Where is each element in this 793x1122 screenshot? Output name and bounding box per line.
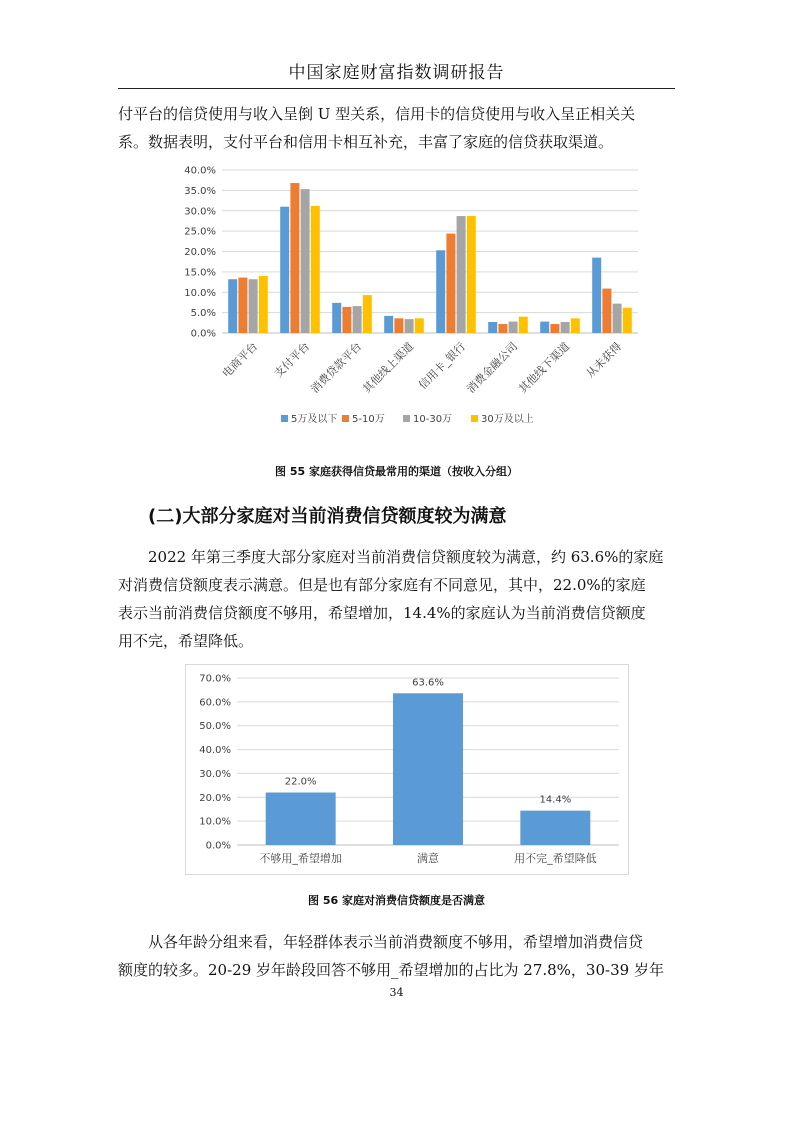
- legend-swatch: [471, 415, 478, 422]
- bar: [393, 693, 463, 845]
- bar-3: [405, 319, 414, 333]
- bar-1: [384, 316, 393, 333]
- bar-3: [561, 322, 570, 333]
- bar-2: [394, 318, 403, 333]
- paragraph-2-line-4: 用不完，希望降低。: [118, 632, 254, 650]
- bar-3: [301, 189, 310, 333]
- y-tick-label: 30.0%: [184, 206, 216, 218]
- bar: [520, 811, 590, 845]
- bar-4: [311, 206, 320, 333]
- bar-3: [249, 279, 258, 333]
- paragraph-3-line-1: 从各年龄分组来看，年轻群体表示当前消费额度不够用，希望增加消费信贷: [148, 933, 644, 951]
- x-tick-label: 用不完_希望降低: [514, 852, 597, 865]
- bar-1: [540, 322, 549, 333]
- bar-3: [509, 322, 518, 333]
- y-tick-label: 30.0%: [199, 768, 231, 780]
- y-tick-label: 40.0%: [184, 165, 216, 177]
- intro-line-2: 系。数据表明，支付平台和信用卡相互补充，丰富了家庭的信贷获取渠道。: [118, 133, 614, 151]
- bar-1: [280, 207, 289, 333]
- section-heading: (二)大部分家庭对当前消费信贷额度较为满意: [148, 506, 507, 527]
- x-tick-label: 支付平台: [271, 339, 313, 381]
- data-label: 63.6%: [412, 677, 444, 689]
- figure-56-caption: 图 56 家庭对消费信贷额度是否满意: [308, 894, 485, 907]
- y-tick-label: 70.0%: [199, 673, 231, 685]
- bar-3: [613, 304, 622, 333]
- paragraph-2-line-1: 2022 年第三季度大部分家庭对当前消费信贷额度较为满意，约 63.6%的家庭: [148, 548, 664, 566]
- x-tick-label: 其他线下渠道: [516, 339, 573, 396]
- bar-2: [602, 289, 611, 333]
- bar-4: [623, 308, 632, 333]
- header-rule: [118, 88, 675, 89]
- y-tick-label: 25.0%: [184, 226, 216, 238]
- data-label: 22.0%: [284, 776, 317, 788]
- paragraph-3-line-2: 额度的较多。20-29 岁年龄段回答不够用_希望增加的占比为 27.8%，30-39 岁年: [118, 961, 664, 979]
- bar-4: [467, 216, 476, 333]
- bar-3: [353, 306, 362, 333]
- x-tick-label: 消费金融公司: [464, 339, 521, 396]
- y-tick-label: 15.0%: [184, 267, 216, 279]
- x-tick-label: 不够用_希望增加: [259, 852, 342, 865]
- bar-1: [488, 322, 497, 333]
- bar-4: [571, 318, 580, 333]
- y-tick-label: 0.0%: [205, 840, 231, 852]
- bar-2: [290, 183, 299, 333]
- data-label: 14.4%: [539, 794, 572, 806]
- legend-swatch: [281, 415, 288, 422]
- y-tick-label: 20.0%: [184, 247, 216, 258]
- x-tick-label: 其他线上渠道: [360, 339, 417, 396]
- y-tick-label: 20.0%: [199, 792, 231, 804]
- y-tick-label: 0.0%: [190, 328, 216, 340]
- bar-4: [519, 317, 528, 333]
- bar-1: [436, 250, 445, 333]
- bar-3: [457, 216, 466, 333]
- bar-2: [342, 307, 351, 333]
- y-tick-label: 60.0%: [199, 697, 231, 709]
- legend-label: 5-10万: [352, 414, 385, 425]
- intro-line-1: 付平台的信贷使用与收入呈倒 U 型关系，信用卡的信贷使用与收入呈正相关关: [118, 105, 636, 123]
- bar-1: [332, 303, 341, 333]
- paragraph-2: [118, 543, 676, 655]
- y-tick-label: 40.0%: [199, 745, 231, 757]
- intro-paragraph: [118, 100, 676, 156]
- paragraph-3: [118, 928, 676, 984]
- page-number: 34: [389, 986, 404, 999]
- bar: [266, 793, 336, 845]
- paragraph-2-line-3: 表示当前消费信贷额度不够用，希望增加，14.4%的家庭认为当前消费信贷额度: [118, 604, 646, 622]
- x-tick-label: 消费贷款平台: [308, 339, 365, 396]
- x-tick-label: 从未获得: [583, 339, 625, 381]
- y-tick-label: 5.0%: [190, 308, 216, 320]
- legend-swatch: [342, 415, 349, 422]
- bar-1: [592, 258, 601, 333]
- satisfaction-bar-chart: [185, 664, 629, 875]
- channel-bar-chart: [160, 160, 650, 440]
- satisfaction-chart-frame: [185, 664, 629, 875]
- bar-4: [363, 295, 372, 333]
- figure-55-caption: 图 55 家庭获得信贷最常用的渠道（按收入分组）: [275, 465, 518, 478]
- bar-4: [415, 318, 424, 333]
- y-tick-label: 50.0%: [199, 721, 231, 733]
- legend-swatch: [403, 415, 410, 422]
- y-tick-label: 35.0%: [184, 185, 216, 197]
- bar-4: [259, 276, 268, 333]
- header-title: 中国家庭财富指数调研报告: [288, 63, 505, 83]
- x-tick-label: 电商平台: [219, 339, 261, 381]
- bar-2: [238, 278, 247, 333]
- legend-label: 10-30万: [413, 414, 453, 425]
- y-tick-label: 10.0%: [199, 816, 231, 828]
- legend-label: 30万及以上: [481, 414, 534, 425]
- x-tick-label: 信用卡_银行: [416, 339, 469, 392]
- bar-2: [446, 234, 455, 333]
- x-tick-label: 满意: [417, 852, 439, 865]
- paragraph-2-line-2: 对消费信贷额度表示满意。但是也有部分家庭有不同意见，其中，22.0%的家庭: [118, 576, 646, 594]
- bar-2: [498, 324, 507, 333]
- bar-1: [228, 279, 237, 333]
- y-tick-label: 10.0%: [184, 287, 216, 299]
- legend-label: 5万及以下: [291, 414, 338, 425]
- bar-2: [550, 324, 559, 333]
